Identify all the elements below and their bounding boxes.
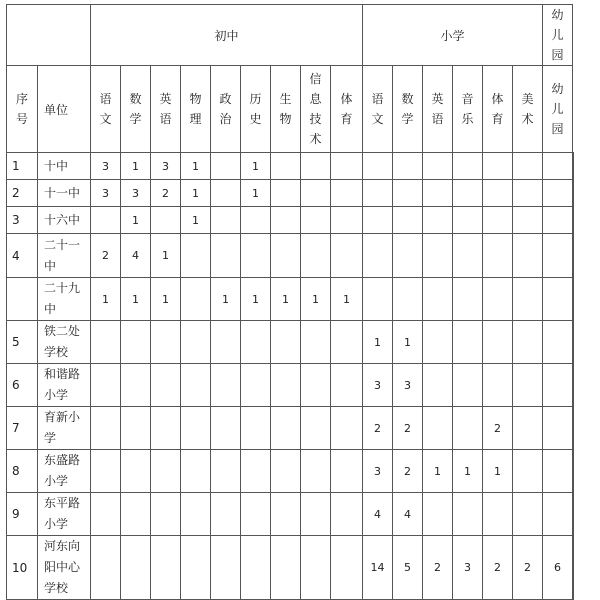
count-cell bbox=[513, 234, 543, 278]
count-cell: 1 bbox=[241, 153, 271, 180]
table-row bbox=[7, 207, 574, 234]
count-cell bbox=[363, 180, 393, 207]
table-row bbox=[7, 278, 574, 321]
count-cell: 4 bbox=[121, 234, 151, 278]
count-cell: 2 bbox=[483, 407, 513, 450]
count-cell bbox=[181, 364, 211, 407]
count-cell bbox=[423, 364, 453, 407]
count-cell bbox=[573, 450, 574, 493]
count-cell: 6 bbox=[543, 536, 573, 600]
unit-cell: 河东向阳中心学校 bbox=[38, 536, 91, 600]
count-cell bbox=[543, 407, 573, 450]
count-cell bbox=[543, 180, 573, 207]
kindergarten-header: 幼儿园 bbox=[543, 66, 573, 153]
count-cell bbox=[453, 207, 483, 234]
count-cell bbox=[301, 207, 331, 234]
count-cell bbox=[331, 180, 363, 207]
count-cell bbox=[483, 180, 513, 207]
count-cell bbox=[91, 450, 121, 493]
seq-cell bbox=[7, 278, 38, 321]
count-cell bbox=[393, 153, 423, 180]
count-cell bbox=[271, 153, 301, 180]
table-row bbox=[7, 153, 574, 180]
junior-subject-header: 生物 bbox=[271, 66, 301, 153]
count-cell bbox=[573, 153, 574, 180]
count-cell bbox=[211, 153, 241, 180]
junior-subject-header: 语文 bbox=[91, 66, 121, 153]
count-cell: 1 bbox=[91, 278, 121, 321]
group-primary: 小学 bbox=[363, 5, 543, 66]
group-header-row bbox=[7, 5, 574, 66]
count-cell bbox=[331, 207, 363, 234]
count-cell: 14 bbox=[363, 536, 393, 600]
count-cell bbox=[363, 207, 393, 234]
count-cell bbox=[573, 407, 574, 450]
table-row bbox=[7, 493, 574, 536]
count-cell bbox=[423, 321, 453, 364]
count-cell bbox=[453, 180, 483, 207]
count-cell bbox=[483, 278, 513, 321]
count-cell bbox=[181, 407, 211, 450]
count-cell bbox=[211, 207, 241, 234]
count-cell: 2 bbox=[393, 407, 423, 450]
count-cell bbox=[91, 321, 121, 364]
count-cell bbox=[543, 278, 573, 321]
count-cell: 1 bbox=[151, 278, 181, 321]
count-cell bbox=[453, 153, 483, 180]
seq-cell: 6 bbox=[7, 364, 38, 407]
count-cell bbox=[543, 207, 573, 234]
seq-cell: 10 bbox=[7, 536, 38, 600]
group-junior: 初中 bbox=[91, 5, 363, 66]
count-cell bbox=[543, 364, 573, 407]
count-cell bbox=[91, 207, 121, 234]
count-cell: 1 bbox=[423, 450, 453, 493]
count-cell bbox=[211, 180, 241, 207]
seq-cell: 8 bbox=[7, 450, 38, 493]
count-cell: 5 bbox=[393, 536, 423, 600]
corner-cell bbox=[7, 5, 91, 66]
count-cell: 1 bbox=[271, 278, 301, 321]
count-cell bbox=[573, 321, 574, 364]
count-cell bbox=[331, 153, 363, 180]
count-cell bbox=[543, 234, 573, 278]
count-cell bbox=[423, 278, 453, 321]
count-cell bbox=[271, 234, 301, 278]
count-cell: 1 bbox=[331, 278, 363, 321]
count-cell: 1 bbox=[483, 450, 513, 493]
count-cell bbox=[91, 364, 121, 407]
count-cell bbox=[241, 364, 271, 407]
count-cell bbox=[271, 321, 301, 364]
count-cell bbox=[513, 207, 543, 234]
table-row bbox=[7, 234, 574, 278]
count-cell bbox=[301, 450, 331, 493]
count-cell bbox=[453, 321, 483, 364]
primary-subject-header: 音乐 bbox=[453, 66, 483, 153]
count-cell bbox=[241, 407, 271, 450]
count-cell bbox=[151, 364, 181, 407]
seq-cell: 9 bbox=[7, 493, 38, 536]
count-cell: 1 bbox=[393, 321, 423, 364]
count-cell bbox=[181, 450, 211, 493]
count-cell bbox=[483, 364, 513, 407]
count-cell bbox=[453, 278, 483, 321]
count-cell bbox=[181, 321, 211, 364]
seq-cell: 2 bbox=[7, 180, 38, 207]
count-cell bbox=[331, 234, 363, 278]
count-cell bbox=[483, 153, 513, 180]
seq-cell: 4 bbox=[7, 234, 38, 278]
count-cell: 3 bbox=[393, 364, 423, 407]
count-cell bbox=[121, 450, 151, 493]
count-cell bbox=[453, 234, 483, 278]
count-cell bbox=[483, 493, 513, 536]
unit-cell: 和谐路小学 bbox=[38, 364, 91, 407]
count-cell bbox=[543, 321, 573, 364]
count-cell bbox=[151, 207, 181, 234]
count-cell: 1 bbox=[453, 450, 483, 493]
count-cell bbox=[301, 407, 331, 450]
seq-cell: 3 bbox=[7, 207, 38, 234]
count-cell bbox=[513, 364, 543, 407]
count-cell bbox=[301, 321, 331, 364]
count-cell bbox=[241, 321, 271, 364]
count-cell: 1 bbox=[121, 153, 151, 180]
count-cell bbox=[573, 364, 574, 407]
count-cell bbox=[543, 493, 573, 536]
count-cell bbox=[301, 180, 331, 207]
count-cell bbox=[453, 407, 483, 450]
count-cell bbox=[513, 278, 543, 321]
unit-cell: 二十一中 bbox=[38, 234, 91, 278]
count-cell: 2 bbox=[483, 536, 513, 600]
count-cell bbox=[241, 493, 271, 536]
count-cell: 4 bbox=[363, 493, 393, 536]
count-cell: 2 bbox=[363, 407, 393, 450]
unit-cell: 十一中 bbox=[38, 180, 91, 207]
count-cell bbox=[331, 493, 363, 536]
count-cell bbox=[151, 493, 181, 536]
primary-subject-header: 体育 bbox=[483, 66, 513, 153]
count-cell bbox=[393, 180, 423, 207]
count-cell bbox=[513, 407, 543, 450]
count-cell bbox=[393, 234, 423, 278]
count-cell bbox=[573, 234, 574, 278]
count-cell bbox=[301, 493, 331, 536]
seq-cell: 1 bbox=[7, 153, 38, 180]
seq-cell: 7 bbox=[7, 407, 38, 450]
count-cell bbox=[331, 407, 363, 450]
count-cell: 3 bbox=[363, 364, 393, 407]
count-cell bbox=[151, 407, 181, 450]
unit-header: 单位 bbox=[38, 66, 91, 153]
count-cell: 2 bbox=[151, 180, 181, 207]
primary-subject-header: 语文 bbox=[363, 66, 393, 153]
count-cell bbox=[483, 234, 513, 278]
count-cell: 3 bbox=[91, 180, 121, 207]
count-cell bbox=[271, 364, 301, 407]
subject-header-row bbox=[7, 66, 574, 153]
count-cell: 3 bbox=[91, 153, 121, 180]
count-cell bbox=[211, 493, 241, 536]
unit-cell: 东盛路小学 bbox=[38, 450, 91, 493]
count-cell bbox=[181, 234, 211, 278]
teacher-allocation-table bbox=[6, 4, 574, 600]
count-cell: 3 bbox=[453, 536, 483, 600]
count-cell bbox=[513, 153, 543, 180]
count-cell bbox=[543, 450, 573, 493]
count-cell: 2 bbox=[393, 450, 423, 493]
count-cell bbox=[271, 180, 301, 207]
junior-subject-header: 数学 bbox=[121, 66, 151, 153]
count-cell bbox=[423, 234, 453, 278]
count-cell bbox=[483, 207, 513, 234]
count-cell bbox=[211, 234, 241, 278]
unit-cell: 十中 bbox=[38, 153, 91, 180]
table-row bbox=[7, 321, 574, 364]
count-cell bbox=[271, 407, 301, 450]
count-cell bbox=[271, 207, 301, 234]
count-cell: 2 bbox=[91, 234, 121, 278]
count-cell: 3 bbox=[151, 153, 181, 180]
primary-subject-header: 英语 bbox=[423, 66, 453, 153]
count-cell bbox=[423, 153, 453, 180]
count-cell bbox=[331, 450, 363, 493]
count-cell bbox=[331, 321, 363, 364]
count-cell bbox=[301, 234, 331, 278]
count-cell bbox=[393, 207, 423, 234]
junior-subject-header: 英语 bbox=[151, 66, 181, 153]
count-cell bbox=[573, 278, 574, 321]
count-cell bbox=[573, 207, 574, 234]
count-cell bbox=[483, 321, 513, 364]
count-cell: 2 bbox=[513, 536, 543, 600]
count-cell: 1 bbox=[363, 321, 393, 364]
count-cell: 1 bbox=[121, 207, 151, 234]
count-cell bbox=[241, 450, 271, 493]
seq-cell: 5 bbox=[7, 321, 38, 364]
count-cell bbox=[91, 407, 121, 450]
count-cell bbox=[363, 153, 393, 180]
table-row bbox=[7, 180, 574, 207]
count-cell bbox=[331, 364, 363, 407]
count-cell: 1 bbox=[241, 180, 271, 207]
table-row bbox=[7, 407, 574, 450]
table-row bbox=[7, 364, 574, 407]
count-cell: 3 bbox=[121, 180, 151, 207]
unit-cell: 东平路小学 bbox=[38, 493, 91, 536]
group-kindergarten: 幼儿园 bbox=[543, 5, 573, 66]
count-cell bbox=[181, 278, 211, 321]
count-cell: 1 bbox=[241, 278, 271, 321]
count-cell: 1 bbox=[181, 207, 211, 234]
primary-subject-header: 数学 bbox=[393, 66, 423, 153]
primary-subject-header: 美术 bbox=[513, 66, 543, 153]
count-cell bbox=[513, 450, 543, 493]
count-cell bbox=[423, 207, 453, 234]
count-cell: 1 bbox=[211, 278, 241, 321]
count-cell bbox=[453, 364, 483, 407]
count-cell bbox=[121, 364, 151, 407]
junior-subject-header: 历史 bbox=[241, 66, 271, 153]
count-cell bbox=[513, 180, 543, 207]
count-cell bbox=[423, 493, 453, 536]
count-cell: 3 bbox=[363, 450, 393, 493]
count-cell: 4 bbox=[393, 493, 423, 536]
count-cell bbox=[121, 407, 151, 450]
unit-cell: 育新小学 bbox=[38, 407, 91, 450]
count-cell bbox=[91, 493, 121, 536]
junior-subject-header: 体育 bbox=[331, 66, 363, 153]
count-cell bbox=[211, 407, 241, 450]
count-cell bbox=[423, 407, 453, 450]
count-cell bbox=[241, 234, 271, 278]
count-cell bbox=[181, 493, 211, 536]
count-cell bbox=[121, 321, 151, 364]
count-cell bbox=[211, 450, 241, 493]
count-cell bbox=[151, 321, 181, 364]
count-cell bbox=[453, 493, 483, 536]
count-cell bbox=[211, 364, 241, 407]
count-cell bbox=[573, 180, 574, 207]
junior-subject-header: 物理 bbox=[181, 66, 211, 153]
count-cell bbox=[513, 321, 543, 364]
count-cell bbox=[271, 493, 301, 536]
count-cell bbox=[363, 278, 393, 321]
count-cell: 1 bbox=[151, 234, 181, 278]
count-cell bbox=[151, 450, 181, 493]
count-cell: 1 bbox=[301, 278, 331, 321]
count-cell bbox=[241, 207, 271, 234]
count-cell bbox=[363, 234, 393, 278]
count-cell bbox=[301, 364, 331, 407]
count-cell bbox=[423, 180, 453, 207]
count-cell bbox=[301, 153, 331, 180]
junior-subject-header: 政治 bbox=[211, 66, 241, 153]
unit-cell: 十六中 bbox=[38, 207, 91, 234]
junior-subject-header: 信息技术 bbox=[301, 66, 331, 153]
count-cell bbox=[573, 493, 574, 536]
count-cell bbox=[393, 278, 423, 321]
unit-cell: 二十九中 bbox=[38, 278, 91, 321]
count-cell bbox=[121, 493, 151, 536]
count-cell: 1 bbox=[121, 278, 151, 321]
seq-header: 序号 bbox=[7, 66, 38, 153]
count-cell: 1 bbox=[181, 153, 211, 180]
count-cell: 2 bbox=[423, 536, 453, 600]
count-cell bbox=[543, 153, 573, 180]
count-cell bbox=[211, 321, 241, 364]
unit-cell: 铁二处学校 bbox=[38, 321, 91, 364]
table-row bbox=[7, 450, 574, 493]
count-cell bbox=[513, 493, 543, 536]
count-cell bbox=[271, 450, 301, 493]
count-cell: 1 bbox=[181, 180, 211, 207]
